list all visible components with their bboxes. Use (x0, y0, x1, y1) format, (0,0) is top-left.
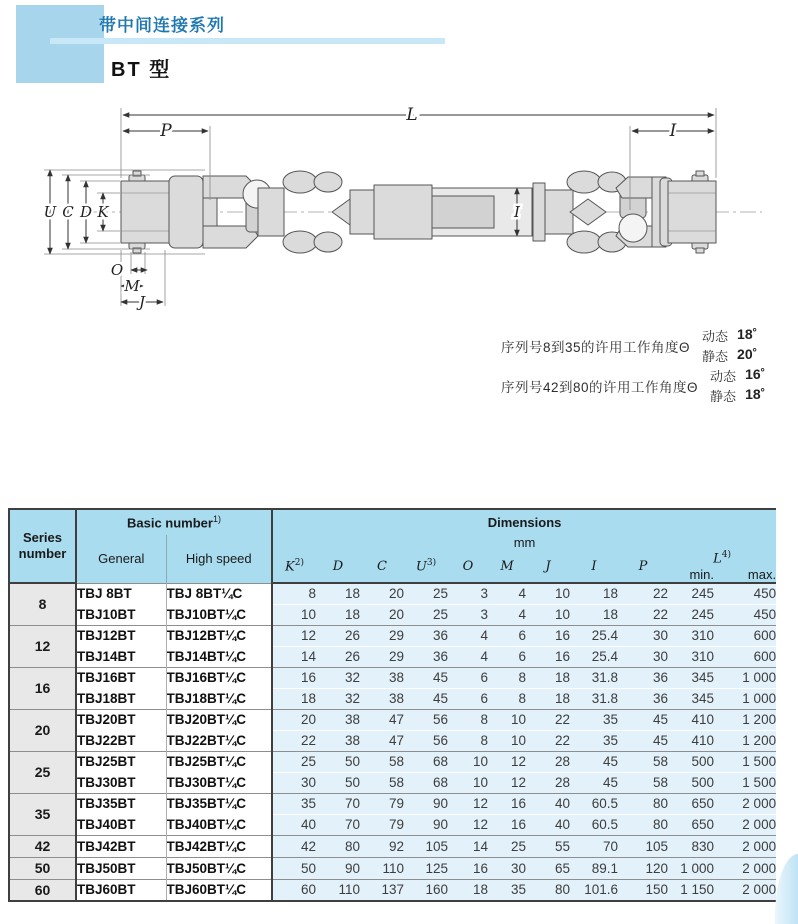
cell-dim-M: 16 (488, 814, 526, 835)
cell-basic-number-high-speed: TBJ14BT¼C (166, 646, 272, 667)
cell-basic-number-high-speed: TBJ22BT¼C (166, 730, 272, 751)
cell-dim-I: 18 (570, 604, 618, 625)
static-value: 20˚ (737, 346, 758, 362)
cell-dim-L-min: 345 (668, 667, 714, 688)
cell-dim-I: 25.4 (570, 646, 618, 667)
cell-dim-C: 47 (360, 709, 404, 730)
cell-dim-O: 12 (448, 814, 488, 835)
cell-dim-O: 8 (448, 709, 488, 730)
col-header-basic-number: Basic number$^{1)}$ (76, 509, 272, 535)
cell-dim-U: 160 (404, 879, 448, 901)
cell-dim-M: 4 (488, 604, 526, 625)
cell-dim-O: 4 (448, 625, 488, 646)
table-row (9, 625, 776, 646)
col-header-C: C (360, 550, 404, 583)
cell-dim-O: 16 (448, 857, 488, 879)
cell-dim-C: 38 (360, 688, 404, 709)
cell-dim-I: 31.8 (570, 688, 618, 709)
cell-dim-O: 3 (448, 583, 488, 604)
cell-series-number: 12 (9, 625, 76, 667)
cell-dim-M: 16 (488, 793, 526, 814)
cell-dim-J: 18 (526, 667, 570, 688)
accent-square (16, 5, 104, 83)
cell-dim-K: 14 (272, 646, 316, 667)
cell-dim-K: 10 (272, 604, 316, 625)
col-header-K: $K^{2)}$ (272, 550, 316, 583)
cell-dim-K: 35 (272, 793, 316, 814)
col-header-general: General (76, 535, 166, 583)
cell-dim-K: 40 (272, 814, 316, 835)
cell-dim-O: 18 (448, 879, 488, 901)
cell-dim-L-max: 1 500 (714, 772, 776, 793)
cell-dim-K: 18 (272, 688, 316, 709)
cell-dim-K: 8 (272, 583, 316, 604)
cell-dim-M: 10 (488, 730, 526, 751)
dim-label-M: M (124, 277, 140, 295)
table-row (9, 688, 776, 709)
cell-dim-C: 47 (360, 730, 404, 751)
cell-dim-U: 68 (404, 772, 448, 793)
cell-dim-L-min: 310 (668, 625, 714, 646)
angle-note-values (702, 326, 757, 365)
cell-dim-J: 16 (526, 646, 570, 667)
cell-basic-number-high-speed: TBJ60BT¼C (166, 879, 272, 901)
cell-dim-U: 36 (404, 625, 448, 646)
cell-dim-J: 40 (526, 793, 570, 814)
static-label: 静态 (702, 349, 729, 364)
cell-dim-J: 10 (526, 604, 570, 625)
cell-dim-M: 6 (488, 646, 526, 667)
cell-dim-O: 10 (448, 751, 488, 772)
cell-dim-D: 90 (316, 857, 360, 879)
cell-dim-I: 45 (570, 751, 618, 772)
cell-dim-L-max: 1 000 (714, 688, 776, 709)
cell-dim-P: 150 (618, 879, 668, 901)
cell-dim-J: 65 (526, 857, 570, 879)
cell-dim-J: 22 (526, 730, 570, 751)
cell-dim-M: 8 (488, 667, 526, 688)
table-row (9, 879, 776, 901)
cell-basic-number-high-speed: TBJ35BT¼C (166, 793, 272, 814)
cell-dim-K: 60 (272, 879, 316, 901)
cell-basic-number-high-speed: TBJ20BT¼C (166, 709, 272, 730)
cell-dim-L-max: 1 500 (714, 751, 776, 772)
cell-dim-K: 50 (272, 857, 316, 879)
cell-dim-L-max: 2 000 (714, 814, 776, 835)
page-corner-decoration (775, 854, 798, 924)
cell-dim-C: 58 (360, 772, 404, 793)
cell-basic-number-general: TBJ25BT (76, 751, 166, 772)
cell-dim-O: 14 (448, 835, 488, 857)
cell-dim-L-min: 650 (668, 814, 714, 835)
cell-dim-M: 12 (488, 772, 526, 793)
cell-basic-number-general: TBJ 8BT (76, 583, 166, 604)
cell-dim-U: 105 (404, 835, 448, 857)
cell-basic-number-high-speed: TBJ18BT¼C (166, 688, 272, 709)
cell-dim-L-min: 310 (668, 646, 714, 667)
cell-dim-D: 18 (316, 604, 360, 625)
cell-dim-C: 137 (360, 879, 404, 901)
angle-note-values (710, 366, 765, 405)
table-row (9, 646, 776, 667)
cell-dim-P: 36 (618, 688, 668, 709)
cell-dim-L-max: 2 000 (714, 835, 776, 857)
cell-dim-K: 20 (272, 709, 316, 730)
cell-dim-P: 30 (618, 646, 668, 667)
cell-dim-P: 58 (618, 772, 668, 793)
cell-dim-D: 26 (316, 625, 360, 646)
cell-dim-C: 79 (360, 793, 404, 814)
cell-basic-number-high-speed: TBJ16BT¼C (166, 667, 272, 688)
cell-dim-U: 36 (404, 646, 448, 667)
cell-dim-D: 110 (316, 879, 360, 901)
cell-basic-number-high-speed: TBJ25BT¼C (166, 751, 272, 772)
cell-dim-J: 80 (526, 879, 570, 901)
cell-dim-P: 80 (618, 793, 668, 814)
dim-label-U: U (43, 203, 57, 221)
cell-dim-O: 6 (448, 688, 488, 709)
table-row (9, 793, 776, 814)
cell-dim-J: 28 (526, 772, 570, 793)
dim-label-L: L (406, 105, 418, 125)
cell-dim-K: 16 (272, 667, 316, 688)
cell-dim-D: 38 (316, 709, 360, 730)
table-row (9, 857, 776, 879)
dynamic-label: 动态 (702, 329, 729, 344)
table-row (9, 709, 776, 730)
cell-dim-J: 22 (526, 709, 570, 730)
cell-dim-J: 28 (526, 751, 570, 772)
cell-dim-U: 45 (404, 688, 448, 709)
cell-dim-L-min: 1 150 (668, 879, 714, 901)
cell-dim-D: 32 (316, 688, 360, 709)
table-row (9, 835, 776, 857)
cell-series-number: 60 (9, 879, 76, 901)
cell-dim-L-max: 600 (714, 625, 776, 646)
cell-basic-number-high-speed: TBJ30BT¼C (166, 772, 272, 793)
col-header-L-max: max. (714, 567, 776, 583)
cell-dim-M: 25 (488, 835, 526, 857)
cell-dim-U: 125 (404, 857, 448, 879)
angle-note-text: 序列号42到80的许用工作角度Θ (501, 379, 699, 395)
dim-label-I-tube: I (514, 203, 520, 221)
cell-dim-I: 101.6 (570, 879, 618, 901)
cell-dim-P: 22 (618, 604, 668, 625)
cell-dim-C: 20 (360, 583, 404, 604)
cell-basic-number-high-speed: TBJ50BT¼C (166, 857, 272, 879)
cell-dim-P: 36 (618, 667, 668, 688)
cell-series-number: 25 (9, 751, 76, 793)
cell-series-number: 20 (9, 709, 76, 751)
col-header-L-min: min. (668, 567, 714, 583)
cell-dim-D: 80 (316, 835, 360, 857)
cell-dim-U: 68 (404, 751, 448, 772)
cell-dim-I: 35 (570, 709, 618, 730)
cell-dim-D: 50 (316, 751, 360, 772)
cell-dim-L-max: 2 000 (714, 793, 776, 814)
col-header-I: I (570, 550, 618, 583)
dimensions-table (8, 508, 776, 902)
cell-dim-I: 31.8 (570, 667, 618, 688)
cell-dim-O: 4 (448, 646, 488, 667)
cell-dim-U: 90 (404, 793, 448, 814)
cell-dim-M: 4 (488, 583, 526, 604)
cell-dim-I: 25.4 (570, 625, 618, 646)
cell-dim-L-max: 1 000 (714, 667, 776, 688)
cell-basic-number-general: TBJ22BT (76, 730, 166, 751)
cell-dim-J: 18 (526, 688, 570, 709)
cell-dim-O: 12 (448, 793, 488, 814)
dim-label-D: D (79, 203, 93, 221)
col-header-series-number: Series number (9, 509, 76, 583)
cell-dim-U: 90 (404, 814, 448, 835)
col-header-D: D (316, 550, 360, 583)
table-body (9, 583, 776, 901)
dim-label-O: O (110, 261, 124, 279)
cell-dim-C: 29 (360, 646, 404, 667)
table-row (9, 667, 776, 688)
cell-dim-D: 18 (316, 583, 360, 604)
cell-dim-I: 45 (570, 772, 618, 793)
cell-dim-K: 30 (272, 772, 316, 793)
cell-dim-L-max: 1 200 (714, 730, 776, 751)
dim-label-K: K (97, 203, 109, 221)
cell-dim-I: 60.5 (570, 793, 618, 814)
cell-dim-M: 12 (488, 751, 526, 772)
dim-label-I-end: I (669, 121, 677, 141)
cell-dim-C: 79 (360, 814, 404, 835)
col-header-J: J (526, 550, 570, 583)
table-row (9, 814, 776, 835)
cell-dim-L-max: 2 000 (714, 857, 776, 879)
table-header (9, 509, 776, 583)
cell-dim-L-min: 500 (668, 772, 714, 793)
cell-dim-D: 38 (316, 730, 360, 751)
static-label: 静态 (710, 389, 737, 404)
col-header-dimensions: Dimensions (272, 509, 776, 535)
cell-dim-K: 22 (272, 730, 316, 751)
cell-dim-D: 32 (316, 667, 360, 688)
dim-label-J: J (138, 293, 146, 311)
cell-dim-L-min: 245 (668, 604, 714, 625)
cell-dim-C: 92 (360, 835, 404, 857)
cell-dim-D: 70 (316, 793, 360, 814)
cell-dim-P: 105 (618, 835, 668, 857)
angle-note-series-42-80 (501, 366, 765, 405)
cell-dim-U: 45 (404, 667, 448, 688)
cell-dim-J: 55 (526, 835, 570, 857)
cell-basic-number-high-speed: TBJ12BT¼C (166, 625, 272, 646)
cell-dim-I: 18 (570, 583, 618, 604)
cell-series-number: 16 (9, 667, 76, 709)
cell-dim-L-max: 450 (714, 604, 776, 625)
cell-dim-P: 120 (618, 857, 668, 879)
cell-dim-L-min: 345 (668, 688, 714, 709)
cell-dim-M: 6 (488, 625, 526, 646)
cell-dim-U: 25 (404, 604, 448, 625)
cell-dim-I: 35 (570, 730, 618, 751)
cell-dim-L-min: 245 (668, 583, 714, 604)
cell-dim-P: 22 (618, 583, 668, 604)
type-title: BT 型 (111, 59, 172, 81)
cell-dim-M: 10 (488, 709, 526, 730)
cell-basic-number-general: TBJ30BT (76, 772, 166, 793)
table-row (9, 583, 776, 604)
cell-dim-C: 58 (360, 751, 404, 772)
cell-dim-M: 35 (488, 879, 526, 901)
cell-dim-K: 12 (272, 625, 316, 646)
dim-label-C: C (62, 203, 74, 221)
cell-series-number: 35 (9, 793, 76, 835)
cell-basic-number-general: TBJ18BT (76, 688, 166, 709)
table-row (9, 730, 776, 751)
table-row (9, 751, 776, 772)
cell-dim-P: 45 (618, 730, 668, 751)
cell-basic-number-general: TBJ16BT (76, 667, 166, 688)
cell-dim-I: 89.1 (570, 857, 618, 879)
series-title: 带中间连接系列 (99, 16, 225, 35)
cell-dim-L-max: 1 200 (714, 709, 776, 730)
cell-dim-O: 8 (448, 730, 488, 751)
cell-dim-L-max: 450 (714, 583, 776, 604)
cell-basic-number-general: TBJ10BT (76, 604, 166, 625)
cell-dim-O: 6 (448, 667, 488, 688)
dim-label-P: P (160, 121, 172, 141)
cell-dim-I: 70 (570, 835, 618, 857)
cell-basic-number-high-speed: TBJ40BT¼C (166, 814, 272, 835)
cell-basic-number-general: TBJ14BT (76, 646, 166, 667)
cell-dim-L-min: 830 (668, 835, 714, 857)
cell-dim-P: 30 (618, 625, 668, 646)
cell-dim-C: 38 (360, 667, 404, 688)
title-underline-band (50, 38, 445, 44)
dynamic-value: 18˚ (737, 326, 758, 342)
cell-basic-number-high-speed: TBJ42BT¼C (166, 835, 272, 857)
cell-dim-K: 42 (272, 835, 316, 857)
cell-dim-L-max: 2 000 (714, 879, 776, 901)
cell-dim-P: 58 (618, 751, 668, 772)
cell-dim-L-min: 410 (668, 709, 714, 730)
cell-dim-L-min: 500 (668, 751, 714, 772)
cell-dim-O: 3 (448, 604, 488, 625)
cell-dim-C: 110 (360, 857, 404, 879)
cell-dim-D: 70 (316, 814, 360, 835)
cell-dim-L-min: 410 (668, 730, 714, 751)
cell-dim-I: 60.5 (570, 814, 618, 835)
cell-series-number: 8 (9, 583, 76, 625)
cell-basic-number-general: TBJ20BT (76, 709, 166, 730)
col-header-P: P (618, 550, 668, 583)
angle-note-series-8-35 (501, 326, 757, 365)
dynamic-label: 动态 (710, 369, 737, 384)
cell-dim-K: 25 (272, 751, 316, 772)
cell-dim-M: 8 (488, 688, 526, 709)
cell-dim-L-min: 650 (668, 793, 714, 814)
cell-dim-O: 10 (448, 772, 488, 793)
cell-dim-J: 10 (526, 583, 570, 604)
col-header-M: M (488, 550, 526, 583)
cell-basic-number-general: TBJ42BT (76, 835, 166, 857)
static-value: 18˚ (745, 386, 766, 402)
col-header-U: $U^{3)}$ (404, 550, 448, 583)
dynamic-value: 16˚ (745, 366, 766, 382)
cell-dim-D: 50 (316, 772, 360, 793)
cell-dim-C: 20 (360, 604, 404, 625)
cell-series-number: 50 (9, 857, 76, 879)
cell-basic-number-general: TBJ40BT (76, 814, 166, 835)
unit-label-mm: mm (272, 535, 776, 550)
cell-basic-number-general: TBJ50BT (76, 857, 166, 879)
cell-basic-number-general: TBJ35BT (76, 793, 166, 814)
cell-dim-P: 45 (618, 709, 668, 730)
cell-dim-J: 40 (526, 814, 570, 835)
cell-basic-number-high-speed: TBJ10BT¼C (166, 604, 272, 625)
cell-dim-J: 16 (526, 625, 570, 646)
col-header-L: $L^{4)}$ (668, 550, 776, 567)
col-header-high-speed: High speed (166, 535, 272, 583)
cell-basic-number-general: TBJ12BT (76, 625, 166, 646)
cell-dim-M: 30 (488, 857, 526, 879)
cell-dim-L-min: 1 000 (668, 857, 714, 879)
cell-dim-P: 80 (618, 814, 668, 835)
cell-dim-D: 26 (316, 646, 360, 667)
table-row (9, 604, 776, 625)
col-header-O: O (448, 550, 488, 583)
technical-drawing (0, 100, 798, 318)
cell-dim-C: 29 (360, 625, 404, 646)
cell-basic-number-high-speed: TBJ 8BT¼C (166, 583, 272, 604)
cell-dim-U: 56 (404, 709, 448, 730)
table-row (9, 772, 776, 793)
cell-basic-number-general: TBJ60BT (76, 879, 166, 901)
cell-dim-U: 56 (404, 730, 448, 751)
cell-dim-U: 25 (404, 583, 448, 604)
angle-note-text: 序列号8到35的许用工作角度Θ (501, 339, 691, 355)
cell-series-number: 42 (9, 835, 76, 857)
cell-dim-L-max: 600 (714, 646, 776, 667)
